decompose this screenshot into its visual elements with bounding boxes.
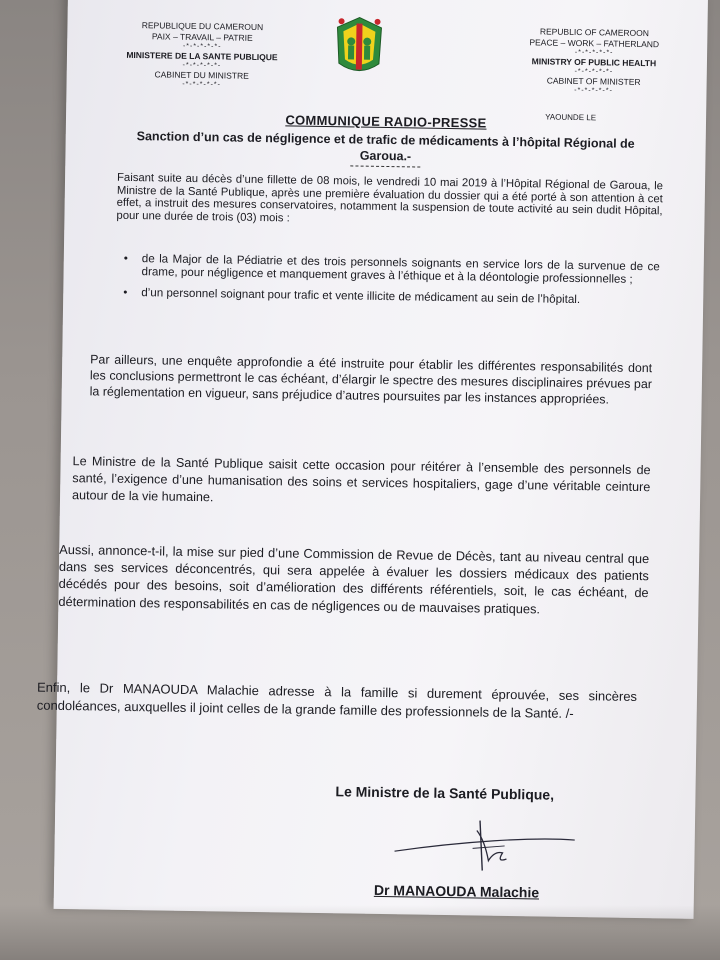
paragraph-2: Par ailleurs, une enquête approfondie a été instruite pour établir les différentes responsabilités dont les conclusions permettront le cas échéant, d’élargir le spectre des mesures disciplinaires prévues par la réglementation en vigueur, sans préjudice d’autres poursuites par les instances appropriées. [89, 352, 653, 407]
list-item-text: de la Major de la Pédiatrie et des trois personnels soignants en service lors de la survenue de ce drame, pour négligence et manquement graves à l’éthique et à la déontologie professionnelles ; [141, 252, 660, 287]
list-item [119, 252, 659, 287]
header-left-motto: PAIX – TRAVAIL – PATRIE [151, 31, 253, 43]
document-page [36, 0, 708, 919]
paragraph-4: Aussi, annonce-t-il, la mise sur pied d’une Commission de Revue de Décès, tant au niveau central que dans ses services déconcentrés, qui sera appelée à évaluer les dossiers médicaux des patients décédés pour des besoins, soit d’amélioration des différents référentiels, soit, le cas échéant, de détermination des responsabilités en cas de négligences ou de mauvaises pratiques. [58, 541, 650, 617]
header-right [498, 26, 689, 97]
header-right-motto: PEACE – WORK – FATHERLAND [529, 37, 660, 50]
document-title: COMMUNIQUE RADIO-PRESSE [285, 112, 487, 131]
list-item-text: d’un personnel soignant pour trafic et vente illicite de médicament au sein de l’hôpital. [141, 285, 581, 306]
header-separator: -*-*-*-*-*- [182, 42, 222, 51]
header-separator: -*-*-*-*-*- [182, 61, 222, 70]
subject-divider [350, 165, 420, 167]
bottom-shadow [0, 905, 720, 960]
cameroon-emblem-icon [329, 13, 390, 80]
header-separator: -*-*-*-*-*- [182, 80, 221, 89]
header-separator: -*-*-*-*-*- [574, 48, 614, 57]
signatory-name: Dr MANAOUDA Malachie [373, 881, 540, 901]
header-left-cabinet: CABINET DU MINISTRE [154, 69, 249, 81]
bullet-icon: • [123, 285, 128, 299]
paragraph-3: Le Ministre de la Santé Publique saisit cette occasion pour réitérer à l’ensemble des personnels de santé, l’exigence d’une humanisation des soins et services hospitaliers, gage d’une véritable ceinture autour de la vie humaine. [71, 454, 651, 505]
signatory-title: Le Ministre de la Santé Publique, [335, 783, 555, 803]
handwritten-signature-icon [384, 799, 585, 882]
header-separator: -*-*-*-*-*- [574, 86, 613, 95]
header-city-date: YAOUNDE LE [545, 112, 597, 123]
paragraph-5: Enfin, le Dr MANAOUDA Malachie adresse à la famille si durement éprouvée, ses sincères condoléances, auxquelles il joint celles de la grande famille des professionnels de la Santé. /- [36, 679, 638, 722]
header-left-country: REPUBLIQUE DU CAMEROUN [141, 20, 264, 33]
measures-list [119, 252, 660, 315]
header-right-ministry: MINISTRY OF PUBLIC HEALTH [531, 56, 657, 69]
paragraph-1: Faisant suite au décès d’une fillette de 08 mois, le vendredi 10 mai 2019 à l’Hôpital Régional de Garoua, le Ministre de la Santé Publique, après une première évaluation du dossier qui a été porté à son attention à cet effet, a instruit des mesures conservatoires, notamment la suspension de toute activité au sein dudit Hôpital, pour une durée de trois (03) mois : [116, 171, 664, 225]
header-right-country: REPUBLIC OF CAMEROON [539, 26, 650, 39]
header-separator: -*-*-*-*-*- [574, 67, 614, 76]
header-left-ministry: MINISTERE DE LA SANTE PUBLIQUE [126, 49, 278, 63]
header-right-cabinet: CABINET OF MINISTER [546, 75, 641, 87]
bullet-icon: • [123, 251, 128, 265]
header-left [106, 20, 297, 91]
list-item [119, 286, 659, 308]
document-subject: Sanction d’un cas de négligence et de trafic de médicaments à l’hôpital Régional de Garoua.- [136, 129, 635, 164]
